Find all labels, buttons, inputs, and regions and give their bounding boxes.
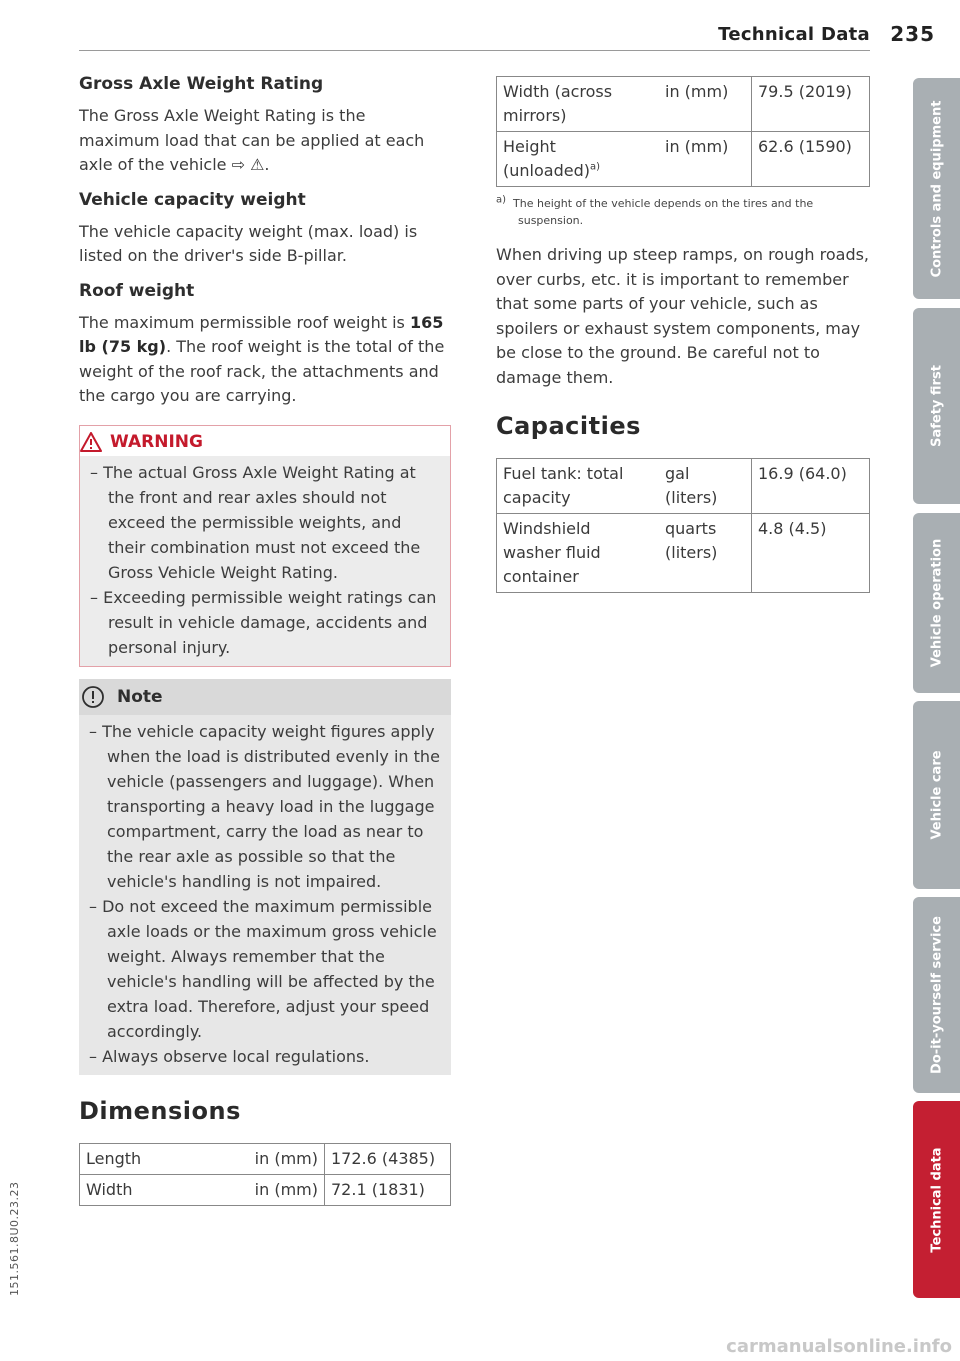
footnote-mark: a) [496, 194, 507, 206]
spec-unit: gal (liters) [659, 459, 752, 514]
spec-label: Windshield washer fluid container [497, 514, 660, 593]
warning-title: WARNING [110, 431, 203, 452]
dimensions-table-continued [496, 76, 870, 187]
side-tab-label: Controls and equipment [929, 100, 944, 277]
spec-value: 172.6 (4385) [325, 1143, 451, 1174]
dimensions-table [79, 1143, 451, 1206]
section-title: Technical Data [718, 24, 870, 45]
capacities-heading: Capacities [496, 412, 641, 440]
note-item: – Always observe local regulations. [89, 1044, 441, 1069]
warning-box [79, 425, 451, 667]
roof-heading: Roof weight [79, 280, 195, 301]
note-item: – Do not exceed the maximum permissible axle loads or the maximum gross vehicle weight. Always remember that the vehicle's handling will be affected by the extra load. Therefore, adjust your speed accordingly. [89, 894, 441, 1044]
spec-label-text: Height (unloaded) [503, 137, 590, 180]
watermark: carmanualsonline.info [726, 1336, 952, 1357]
gawr-heading: Gross Axle Weight Rating [79, 74, 324, 94]
footnote-text: The height of the vehicle depends on the tires and the suspension. [513, 197, 814, 227]
header-divider [79, 50, 870, 51]
side-tab-label: Do-it-yourself service [929, 916, 944, 1074]
warning-item: – The actual Gross Axle Weight Rating at the front and rear axles should not exceed the permissible weights, and their combination must not exceed the Gross Vehicle Weight Rating. [90, 460, 440, 585]
spec-value: 62.6 (1590) [752, 132, 870, 187]
warning-list [80, 456, 450, 666]
side-tab-technical-data[interactable] [913, 1101, 960, 1298]
spec-value: 16.9 (64.0) [752, 459, 870, 514]
spec-label: Width (across mirrors) [497, 77, 660, 132]
dimensions-heading: Dimensions [79, 1096, 241, 1125]
side-tab-label: Technical data [929, 1146, 944, 1253]
capacity-text: The vehicle capacity weight (max. load) is listed on the driver's side B-pillar. [79, 221, 418, 265]
warning-item: – Exceeding permissible weight ratings can result in vehicle damage, accidents and personal injury. [90, 585, 440, 660]
spec-unit: in (mm) [232, 1174, 325, 1205]
table-row [497, 514, 870, 593]
table-row [497, 77, 870, 132]
spec-unit: in (mm) [659, 132, 752, 187]
table-row [80, 1143, 451, 1174]
spec-value: 4.8 (4.5) [752, 514, 870, 593]
side-tab-care[interactable] [913, 701, 960, 889]
note-list [79, 715, 451, 1075]
table-row [497, 459, 870, 514]
note-item: – The vehicle capacity weight figures apply when the load is distributed evenly in the vehicle (passengers and luggage). When transporting a heavy load in the luggage compartment, carry the load as near to the rear axle as possible so that the vehicle's handling is not impaired. [89, 719, 441, 894]
table-row [80, 1174, 451, 1205]
spec-unit: quarts (liters) [659, 514, 752, 593]
capacity-heading: Vehicle capacity weight [79, 189, 306, 210]
note-title: Note [117, 686, 163, 707]
spec-label [497, 132, 660, 187]
note-header [79, 679, 451, 715]
gawr-text: The Gross Axle Weight Rating is the maximum load that can be applied at each axle of the vehicle ⇨ ⚠. [79, 106, 425, 174]
spec-label: Width [80, 1174, 233, 1205]
roof-text [79, 311, 451, 409]
info-exclamation-icon [81, 685, 105, 709]
spec-value: 72.1 (1831) [325, 1174, 451, 1205]
document-code: 151.561.8U0.23.23 [8, 1181, 21, 1296]
warning-header [80, 426, 450, 456]
left-column [79, 72, 451, 1206]
side-tab-safety[interactable] [913, 308, 960, 504]
table-row [497, 132, 870, 187]
note-box [79, 679, 451, 1075]
roof-text-part1: The maximum permissible roof weight is [79, 312, 405, 332]
spec-label: Length [80, 1143, 233, 1174]
side-tab-operation[interactable] [913, 513, 960, 693]
side-tab-label: Vehicle care [929, 750, 944, 840]
side-tab-controls[interactable] [913, 78, 960, 299]
footnote-ref: a) [589, 161, 600, 173]
right-column [496, 76, 870, 593]
roof-text-part2: . The roof weight is the total of the weight of the roof rack, the attachments and the cargo you are carrying. [79, 337, 445, 405]
spec-label: Fuel tank: total capacity [497, 459, 660, 514]
spec-unit: in (mm) [232, 1143, 325, 1174]
footnote [496, 195, 870, 229]
roof-weight-value: 165 lb (75 kg) [79, 312, 444, 356]
capacities-table [496, 458, 870, 593]
side-tab-label: Vehicle operation [929, 538, 944, 668]
warning-triangle-icon [80, 432, 102, 452]
side-tab-label: Safety first [929, 365, 944, 447]
page-number: 235 [890, 22, 935, 46]
side-tab-diy[interactable] [913, 897, 960, 1093]
driving-text: When driving up steep ramps, on rough roads, over curbs, etc. it is important to remember that some parts of your vehicle, such as spoilers or exhaust system components, may be close to the ground. Be careful not to damage them. [496, 245, 870, 387]
spec-unit: in (mm) [659, 77, 752, 132]
spec-value: 79.5 (2019) [752, 77, 870, 132]
